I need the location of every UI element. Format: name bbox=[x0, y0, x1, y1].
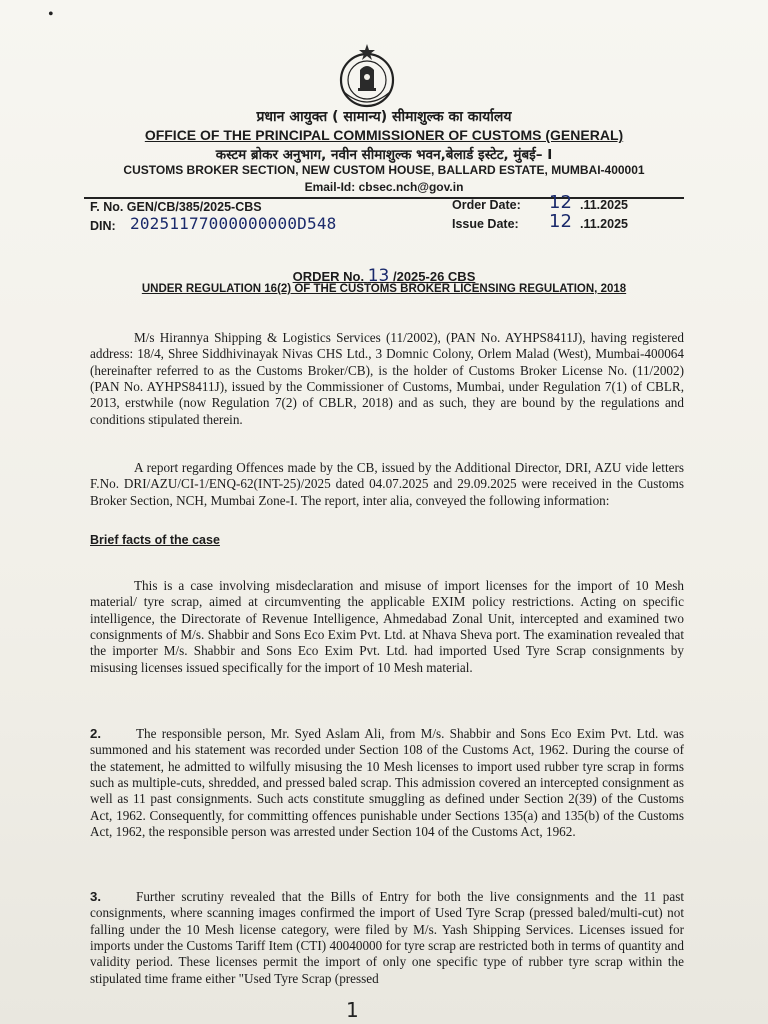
corner-mark: • bbox=[48, 6, 54, 23]
section-address: CUSTOMS BROKER SECTION, NEW CUSTOM HOUSE, BALLARD ESTATE, MUMBAI-400001 bbox=[123, 163, 645, 177]
office-title-hindi: प्रधान आयुक्त ( सामान्य) सीमाशुल्क का कार्यालय bbox=[256, 109, 512, 125]
issue-date-day: 12 bbox=[549, 211, 572, 232]
order-prefix: ORDER No. bbox=[292, 269, 368, 284]
paragraph-number: 2. bbox=[90, 726, 101, 742]
issue-date-month-year: .11.2025 bbox=[580, 217, 628, 231]
paragraph-number: 3. bbox=[90, 889, 101, 905]
order-subtitle: UNDER REGULATION 16(2) OF THE CUSTOMS BROKER LICENSING REGULATION, 2018 bbox=[141, 283, 627, 295]
office-email: Email-Id: cbsec.nch@gov.in bbox=[304, 180, 464, 194]
paragraph-3 bbox=[90, 889, 684, 987]
order-suffix: /2025-26 CBS bbox=[389, 269, 476, 284]
issue-date-label: Issue Date: bbox=[452, 217, 519, 231]
order-date-day: 12 bbox=[549, 192, 572, 213]
paragraph-cb-details: M/s Hirannya Shipping & Logistics Services (11/2002), (PAN No. AYHPS8411J), having registered address: 18/4, Shree Siddhivinayak Nivas CHS Ltd., 3 Domnic Colony, Orlem Malad (West), Mumbai-400064 (hereinafter referred to as the Customs Broker/CB), is the holder of Customs Broker License No. (11/2002) (PAN No. AYHPS8411J), issued by the Commissioner of Customs, Mumbai, under Regulation 7(1) of CBLR, 2013, erstwhile (now Regulation 7(2) of CBLR, 2018) and as such, they are bound by the regulations and conditions stipulated therein. bbox=[90, 330, 684, 427]
paragraph-brief-facts: This is a case involving misdeclaration and misuse of import licenses for the import of 10 Mesh material/ tyre scrap, aimed at circumventing the applicable EXIM policy restrictions. Acting on specific intelligence, the Directorate of Revenue Intelligence, Ahmedabad Zonal Unit, intercepted and examined two consignments of M/s. Shabbir and Sons Eco Exim Pvt. Ltd. at Nhava Sheva port. The examination revealed that the importer M/s. Shabbir and Sons Eco Exim Pvt. Ltd. had imported Used Tyre Scrap consignments by misusing licenses issued specifically for the import of 10 Mesh material. bbox=[90, 578, 684, 675]
din-label: DIN: bbox=[90, 219, 116, 233]
office-title: OFFICE OF THE PRINCIPAL COMMISSIONER OF CUSTOMS (GENERAL) bbox=[144, 127, 624, 143]
order-date-label: Order Date: bbox=[452, 198, 521, 212]
page-number: 1 bbox=[346, 998, 359, 1022]
file-number: F. No. GEN/CB/385/2025-CBS bbox=[90, 200, 262, 214]
order-number: 13 bbox=[367, 266, 390, 286]
section-address-hindi: कस्टम ब्रोकर अनुभाग, नवीन सीमाशुल्क भवन,बेलार्ड इस्टेट, मुंबई– I bbox=[215, 147, 553, 163]
state-emblem-icon bbox=[330, 40, 404, 110]
paragraph-2-text: The responsible person, Mr. Syed Aslam Ali, from M/s. Shabbir and Sons Eco Exim Pvt. Ltd. was summoned and his statement was recorded under Section 108 of the Customs Act, 1962. During the course of the statement, he admitted to wilfully misusing the 10 Mesh licenses to import used rubber tyre scrap in forms such as multiple-cuts, shredded, and pressed baled scrap. This admission covered an intercepted consignment as well as 11 past consignments. Such acts constitute smuggling as defined under Section 2(39) of the Customs Act, 1962. Consequently, for committing offences punishable under Sections 135(a) and 135(b) of the Customs Act, 1962, the responsible person was arrested under Section 104 of the Customs Act, 1962. bbox=[90, 726, 684, 839]
paragraph-dri-report: A report regarding Offences made by the CB, issued by the Additional Director, DRI, AZU vide letters F.No. DRI/AZU/CI-1/ENQ-62(INT-25)/2025 dated 04.07.2025 and 29.09.2025 were received in the Customs Broker Section, NCH, Mumbai Zone-I. The report, inter alia, conveyed the following information: bbox=[90, 460, 684, 508]
order-date-month-year: .11.2025 bbox=[580, 198, 628, 212]
brief-facts-heading: Brief facts of the case bbox=[90, 533, 220, 547]
paragraph-2 bbox=[90, 726, 684, 840]
din-value: 20251177000000000D548 bbox=[130, 214, 337, 233]
paragraph-3-text: Further scrutiny revealed that the Bills of Entry for both the live consignments and the 11 past consignments, where scanning images confirmed the import of Used Tyre Scrap (pressed baled/multi-cut) not falling under the 10 Mesh license category, were filed by M/s. Yash Shipping Services. Licenses issued for imports under the Customs Tariff Item (CTI) 40040000 for tyre scrap are restricted both in terms of quantity and validity period. These licenses permit the import of only one specific type of rubber tyre scrap within the stipulated time frame either "Used Tyre Scrap (pressed bbox=[90, 889, 684, 986]
